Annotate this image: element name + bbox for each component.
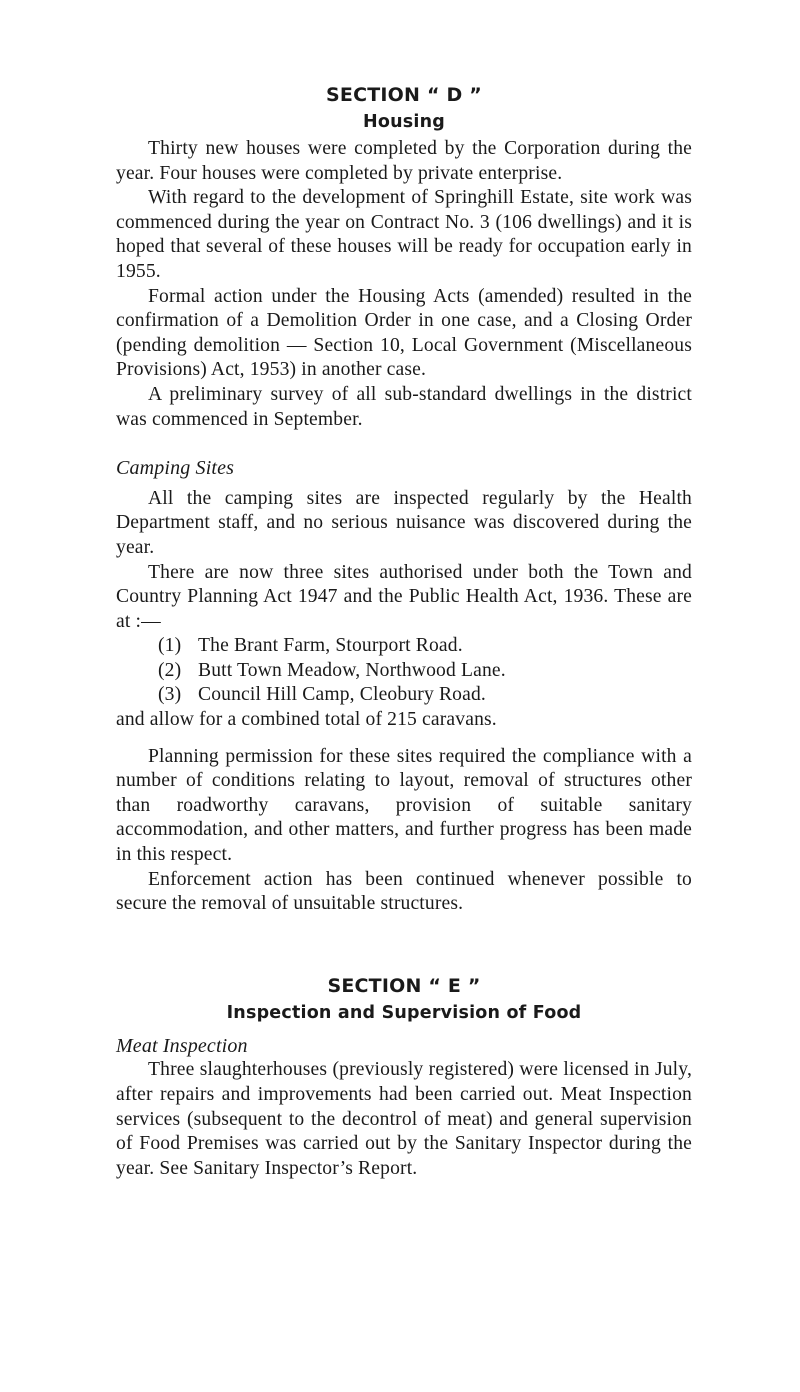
camping-paragraph-1: All the camping sites are inspected regularly by the Health Department staff, and no serious nuisance was discovered during the year. (116, 487, 692, 558)
housing-paragraph-4: A preliminary survey of all sub-standard dwellings in the district was commenced in September. (116, 383, 692, 430)
meat-inspection-paragraph: Three slaughterhouses (previously registered) were licensed in July, after repairs and improvements had been carried out. Meat Inspection services (subsequent to the decontrol of meat) and general supervision of Food Premises was carried out by the Sanitary Inspector during the year. See Sanitary Inspector’s Report. (116, 1059, 692, 1179)
section-e-heading (116, 973, 692, 1025)
section-d-subtitle: Housing (363, 112, 445, 132)
housing-paragraph-1: Thirty new houses were completed by the Corporation during the year. Four houses were completed by private enterprise. (116, 138, 692, 184)
section-e-subtitle: Inspection and Supervision of Food (226, 1002, 582, 1023)
section-d-title: SECTION “ D ” (326, 84, 482, 106)
camping-paragraph-3: Planning permission for these sites required the compliance with a number of conditions relating to layout, removal of structures other than roadworthy caravans, provision of suitable sanitary accommodation, and other matters, and further progress has been made in this respect. (116, 745, 692, 866)
text-column (116, 82, 692, 1181)
housing-paragraph-2: With regard to the development of Springhill Estate, site work was commenced during the year on Contract No. 3 (106 dwellings) and it is hoped that several of these houses will be ready for occupation early in 1955. (116, 187, 692, 282)
camping-paragraph-4: Enforcement action has been continued whenever possible to secure the removal of unsuitable structures. (116, 868, 692, 915)
list-item: (1) The Brant Farm, Stourport Road. (158, 635, 463, 657)
section-d-heading (116, 82, 692, 134)
camping-after-list: and allow for a combined total of 215 caravans. (116, 709, 497, 731)
list-item: (3) Council Hill Camp, Cleobury Road. (158, 684, 486, 706)
list-item: (2) Butt Town Meadow, Northwood Lane. (158, 659, 506, 681)
camping-sites-heading: Camping Sites (116, 457, 235, 480)
camping-paragraph-2: There are now three sites authorised under both the Town and Country Planning Act 1947 and the Public Health Act, 1936. These are at :— (116, 561, 692, 632)
camping-sites-list (116, 634, 692, 708)
section-e-title: SECTION “ E ” (327, 974, 481, 997)
meat-inspection-heading: Meat Inspection (116, 1034, 248, 1057)
housing-paragraph-3: Formal action under the Housing Acts (amended) resulted in the confirmation of a Demolition Order in one case, and a Closing Order (pending demolition — Section 10, Local Government (Miscellaneous Provisions) Act, 1953) in another case. (116, 285, 692, 381)
